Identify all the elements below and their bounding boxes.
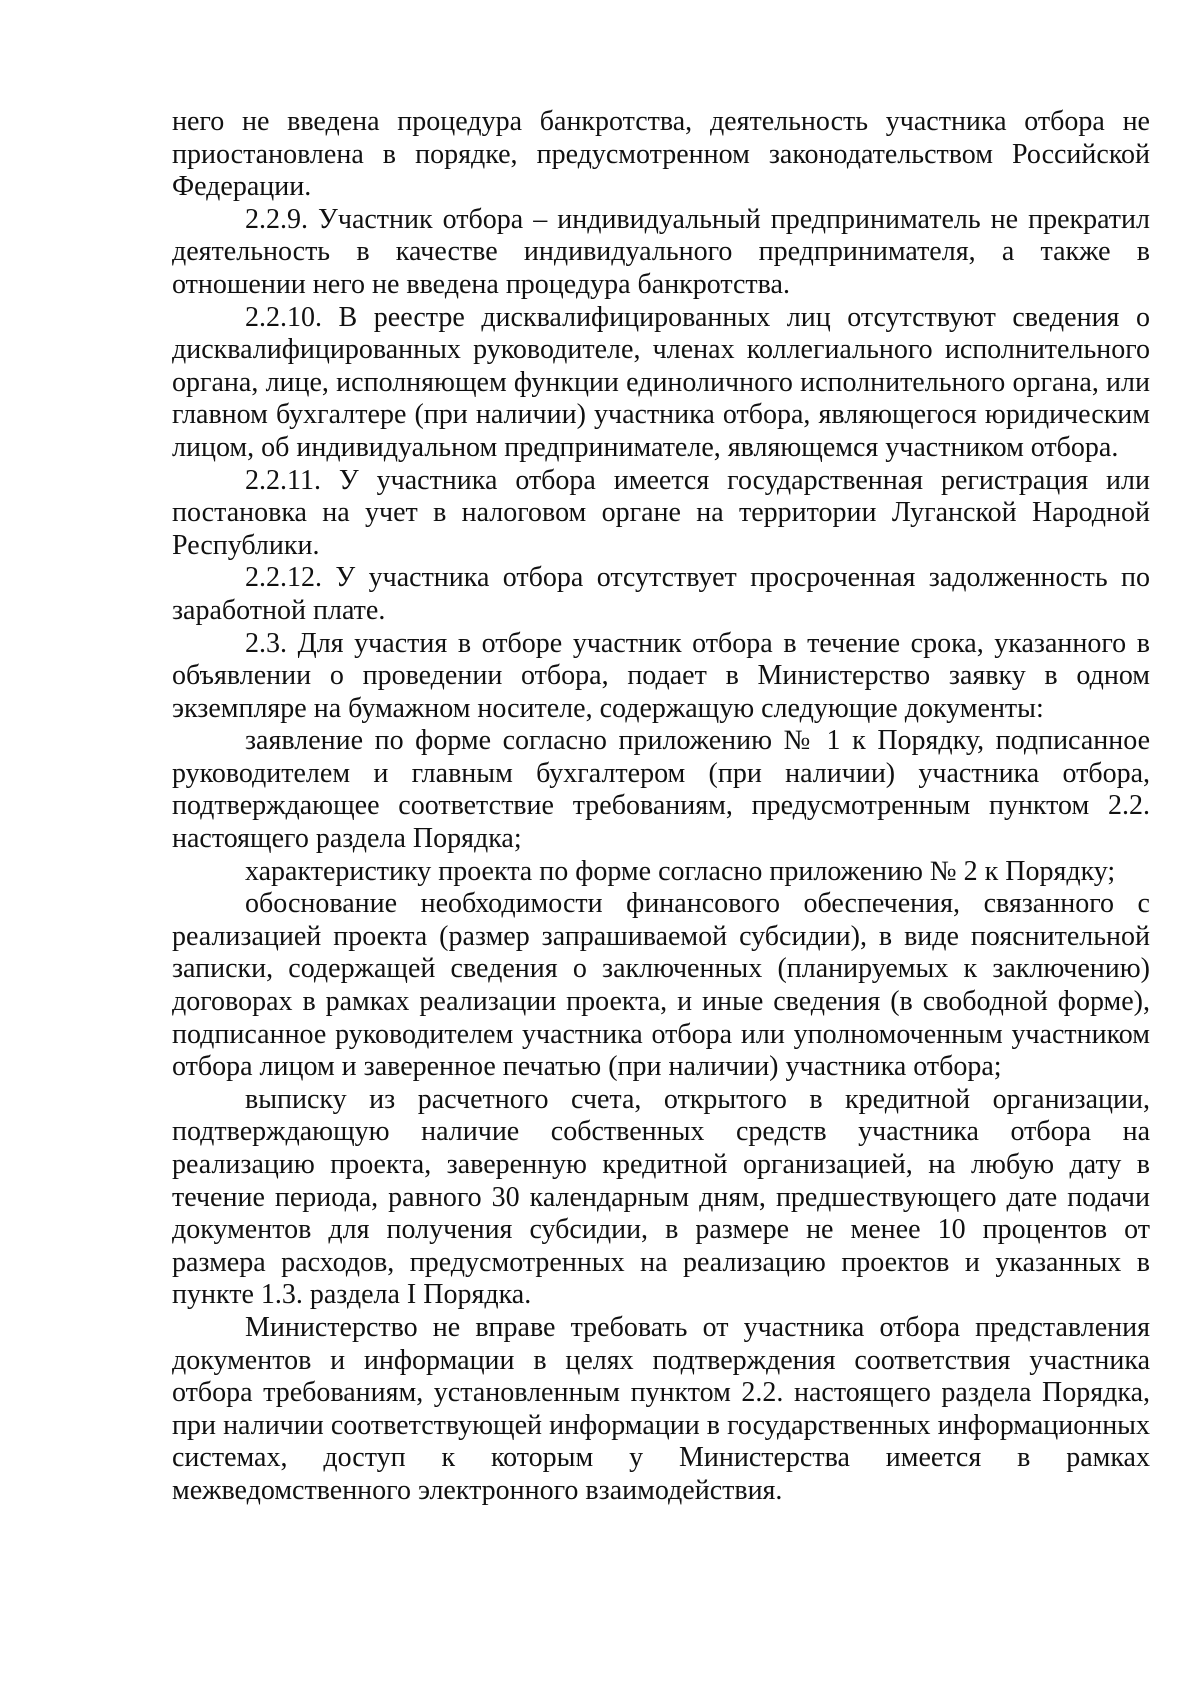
list-item-application: заявление по форме согласно приложению № 1 к Порядку, подписанное руководителем и главным бухгалтером (при наличии) участника отбора, подтверждающее соответствие требованиям, предусмотренным пунктом 2.2. настоящего раздела Порядка; [172,725,1150,855]
list-item-project-characteristics: характеристику проекта по форме согласно приложению № 2 к Порядку; [245,855,1116,887]
paragraph-2-3: 2.3. Для участия в отборе участник отбора в течение срока, указанного в объявлении о проведении отбора, подает в Министерство заявку в одном экземпляре на бумажном носителе, содержащую следующие документы: [172,627,1150,724]
paragraph-ministry-restriction: Министерство не вправе требовать от участника отбора представления документов и информации в целях подтверждения соответствия участника отбора требованиям, установленным пунктом 2.2. настоящего раздела Порядка, при наличии соответствующей информации в государственных информационных системах, доступ к которым у Министерства имеется в рамках межведомственного электронного взаимодействия. [172,1311,1150,1506]
paragraph-2-2-9: 2.2.9. Участник отбора – индивидуальный предприниматель не прекратил деятельность в качестве индивидуального предпринимателя, а также в отношении него не введена процедура банкротства. [172,203,1150,300]
paragraph-2-2-12: 2.2.12. У участника отбора отсутствует просроченная задолженность по заработной плате. [172,562,1150,626]
paragraph: него не введена процедура банкротства, деятельность участника отбора не приостановлена в порядке, предусмотренном законодательством Российской Федерации. [172,106,1150,203]
document-page [172,106,1150,1508]
list-item-justification: обоснование необходимости финансового обеспечения, связанного с реализацией проекта (размер запрашиваемой субсидии), в виде пояснительной записки, содержащей сведения о заключенных (планируемых к заключению) договорах в рамках реализации проекта, и иные сведения (в свободной форме), подписанное руководителем участника отбора или уполномоченным участником отбора лицом и заверенное печатью (при наличии) участника отбора; [172,888,1150,1083]
paragraph-2-2-11: 2.2.11. У участника отбора имеется государственная регистрация или постановка на учет в налоговом органе на территории Луганской Народной Республики. [172,464,1150,561]
list-item-account-statement: выписку из расчетного счета, открытого в кредитной организации, подтверждающую наличие собственных средств участника отбора на реализацию проекта, заверенную кредитной организацией, на любую дату в течение периода, равного 30 календарным дням, предшествующего дате подачи документов для получения субсидии, в размере не менее 10 процентов от размера расходов, предусмотренных на реализацию проектов и указанных в пункте 1.3. раздела I Порядка. [172,1083,1150,1311]
paragraph-2-2-10: 2.2.10. В реестре дисквалифицированных лиц отсутствуют сведения о дисквалифицированных руководителе, членах коллегиального исполнительного органа, лице, исполняющем функции единоличного исполнительного органа, или главном бухгалтере (при наличии) участника отбора, являющегося юридическим лицом, об индивидуальном предпринимателе, являющемся участником отбора. [172,301,1150,463]
